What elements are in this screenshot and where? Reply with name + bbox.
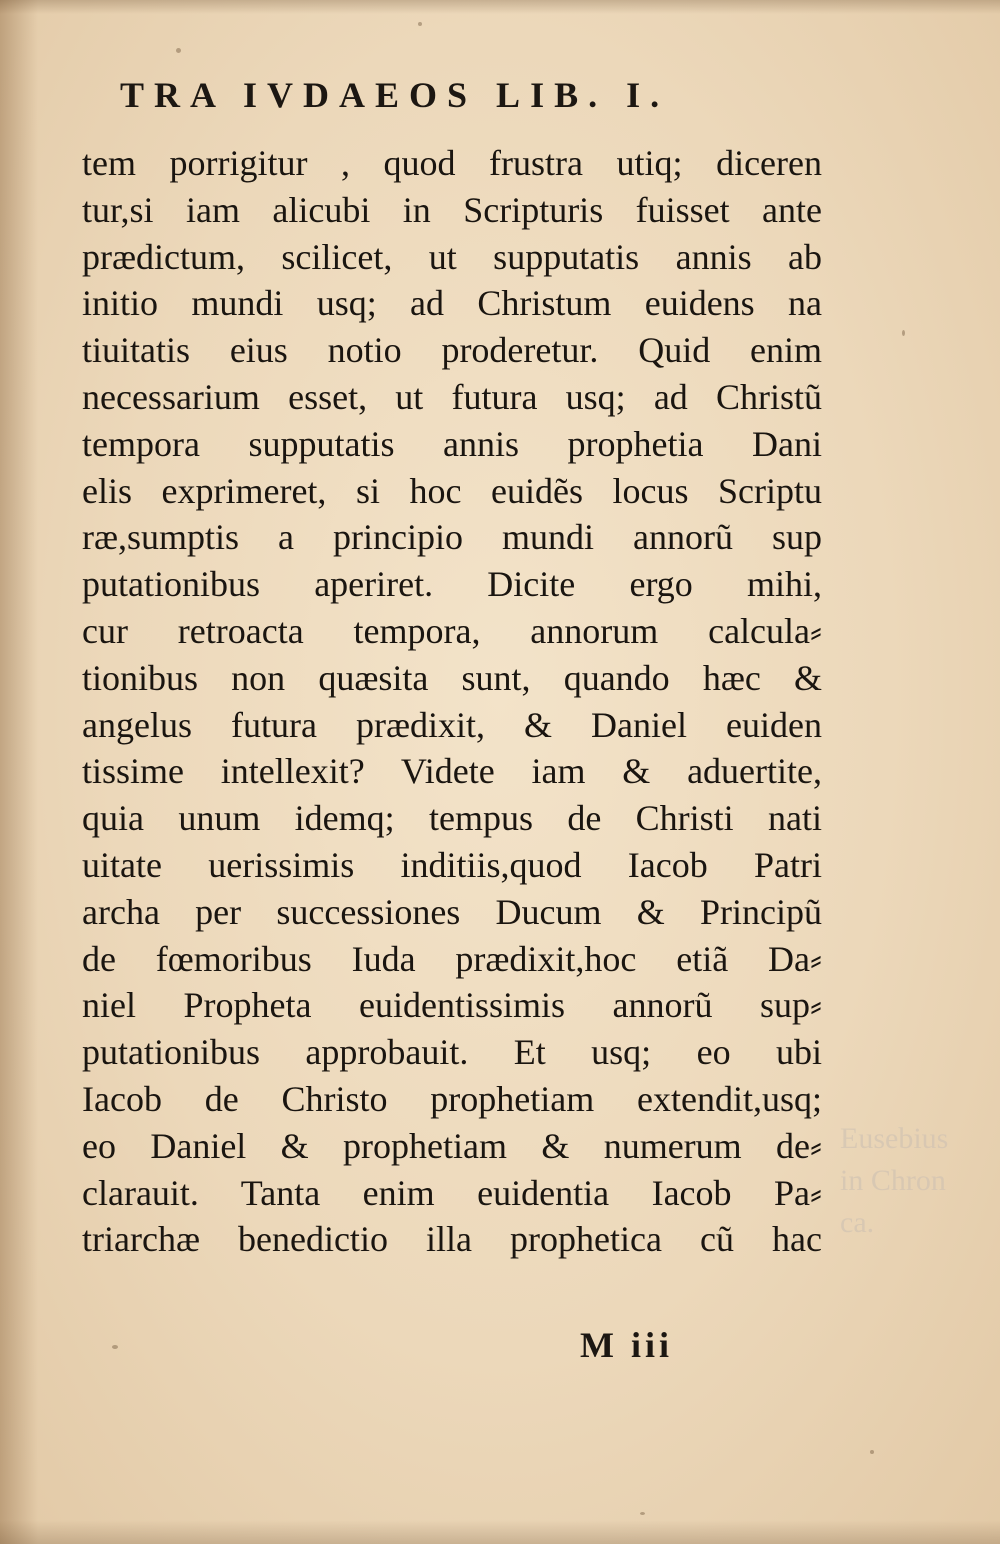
text-line: tissime intellexit? Videte iam & aduertite,: [82, 751, 822, 792]
signature-mark: M iii: [580, 1325, 673, 1365]
text-line: putationibus approbauit. Et usq; eo ubi: [82, 1032, 822, 1073]
text-line: necessarium esset, ut futura usq; ad Christũ: [82, 376, 822, 417]
text-line: tem porrigitur , quod frustra utiq; diceren: [82, 143, 822, 183]
paper-speck: [870, 1450, 874, 1454]
bottom-edge-shadow: [0, 1520, 1000, 1544]
text-line: prædictum, scilicet, ut supputatis annis ab: [82, 236, 822, 277]
running-head: TRA IVDAEOS LIB. I.: [120, 75, 670, 115]
text-line: tionibus non quæsita sunt, quando hæc &: [82, 657, 822, 698]
text-line: uitate uerissimis inditiis,quod Iacob Patri: [82, 844, 822, 885]
text-line: putationibus aperiret. Dicite ergo mihi,: [82, 564, 822, 605]
paper-speck: [902, 330, 905, 336]
binding-shadow: [0, 0, 38, 1544]
margin-note-line: ca.: [840, 1206, 875, 1239]
text-line: tur,si iam alicubi in Scripturis fuisset ante: [82, 189, 822, 230]
text-line: clarauit. Tanta enim euidentia Iacob Pa⸗: [82, 1172, 822, 1213]
top-edge-shadow: [0, 0, 1000, 14]
body-text: [82, 140, 822, 1263]
text-line: archa per successiones Ducum & Principũ: [82, 891, 822, 932]
text-line: cur retroacta tempora, annorum calcula⸗: [82, 610, 822, 651]
margin-note-bleedthrough: [840, 1118, 990, 1244]
text-line: eo Daniel & prophetiam & numerum de⸗: [82, 1125, 822, 1166]
text-line: angelus futura prædixit, & Daniel euiden: [82, 704, 822, 745]
text-line: tempora supputatis annis prophetia Dani: [82, 423, 822, 464]
text-line: tiuitatis eius notio proderetur. Quid enim: [82, 330, 822, 371]
margin-note-line: Eusebius: [840, 1122, 949, 1155]
paper-speck: [112, 1345, 118, 1349]
text-line: triarchæ benedictio illa prophetica cũ hac: [82, 1219, 822, 1260]
text-line: initio mundi usq; ad Christum euidens na: [82, 283, 822, 324]
text-line: de fœmoribus Iuda prædixit,hoc etiã Da⸗: [82, 938, 822, 979]
text-line: ræ,sumptis a principio mundi annorũ sup: [82, 517, 822, 558]
text-line: niel Propheta euidentissimis annorũ sup⸗: [82, 985, 822, 1026]
text-line: Iacob de Christo prophetiam extendit,usq;: [82, 1078, 822, 1119]
paper-speck: [640, 1512, 645, 1515]
text-line: quia unum idemq; tempus de Christi nati: [82, 798, 822, 839]
margin-note-line: in Chron: [840, 1164, 946, 1197]
paper-speck: [418, 22, 422, 26]
text-line: elis exprimeret, si hoc euidẽs locus Scriptu: [82, 470, 822, 511]
paper-speck: [176, 48, 181, 53]
